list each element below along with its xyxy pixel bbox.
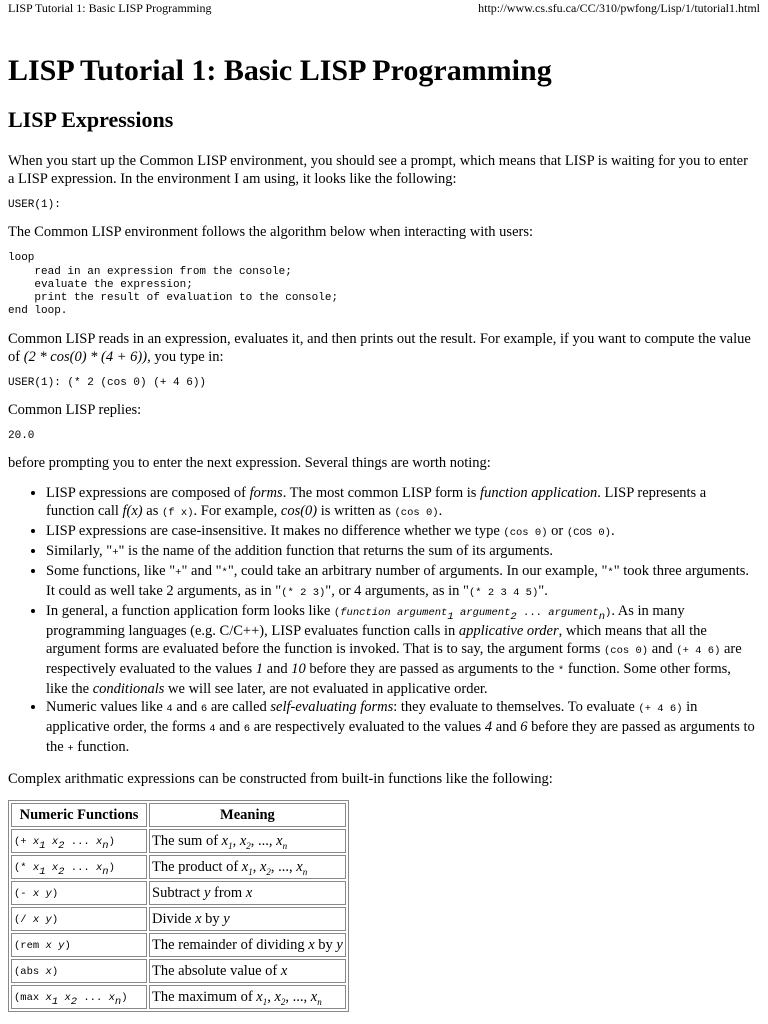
input-code: USER(1): (* 2 (cos 0) (+ 4 6))	[8, 376, 207, 389]
example-paragraph	[8, 330, 756, 366]
table-row	[11, 959, 346, 983]
notes-list	[8, 484, 756, 758]
example-expression: (2 * cos(0) * (4 + 6))	[23, 348, 148, 365]
list-item: • Numeric values like 4 and 6 are called self-evaluating forms: they evaluate to themselves. To evaluate (+ 4 6) in applicative order, the forms 4 and 6 are respectively evaluated to the values 4 and 6 before they are passed as arguments to the + function.	[46, 698, 756, 758]
meaning-cell: Subtract y from x	[149, 881, 346, 905]
function-cell: (- x y)	[11, 881, 147, 905]
list-item: • Some functions, like "+" and "*", could take an arbitrary number of arguments. In our example, "*" took three arguments. It could as well take 2 arguments, as in "(* 2 3)", or 4 arguments, as in "(* 2 3 4 5)".	[46, 562, 756, 602]
function-cell: (* $x_1$ $x_2$ ... $x_n$)	[11, 855, 147, 879]
meaning-cell: The sum of $x_1$, $x_2$, ..., $x_n$	[149, 829, 346, 853]
example-text-b: , you type in:	[147, 348, 224, 365]
meaning-cell: Divide x by y	[149, 907, 346, 931]
table-row	[11, 829, 346, 853]
header-url: http://www.cs.sfu.ca/CC/310/pwfong/Lisp/1/tutorial1.html	[478, 1, 760, 15]
page-title: LISP Tutorial 1: Basic LISP Programming	[8, 54, 552, 87]
list-item: • LISP expressions are case-insensitive. It makes no difference whether we type (cos 0) or (COS 0).	[46, 522, 756, 542]
numeric-functions-table	[8, 800, 349, 1012]
column-header-meaning: Meaning	[149, 803, 346, 827]
table-row	[11, 985, 346, 1009]
function-cell: (/ x y)	[11, 907, 147, 931]
table-header-row	[11, 803, 346, 827]
list-item: • LISP expressions are composed of forms. The most common LISP form is function application. LISP represents a function call f(x) as (f x). For example, cos(0) is written as (cos 0).	[46, 484, 756, 522]
table-row	[11, 933, 346, 957]
reply-code: 20.0	[8, 430, 35, 443]
meaning-cell: The maximum of $x_1$, $x_2$, ..., $x_n$	[149, 985, 346, 1009]
function-cell: (abs x)	[11, 959, 147, 983]
example-text-a: Common LISP reads in an expression, evaluates it, and then prints out the result. For example, if you want to compute the value of	[8, 330, 751, 365]
document-body	[8, 53, 756, 1012]
function-cell: (rem x y)	[11, 933, 147, 957]
running-header	[8, 0, 760, 16]
table-row	[11, 855, 346, 879]
list-item: • In general, a function application form looks like (function argument$_1$ argument$_2$ ... argument$_n$). As in many programming languages (e.g. C/C++), LISP evaluates function calls in applicative order, which means that all the argument forms are evaluated before the function is invoked. That is to say, the argument forms (cos 0) and (+ 4 6) are respectively evaluated to the values 1 and 10 before they are passed as arguments to the * function. Some other forms, like the conditionals we will see later, are not evaluated in applicative order.	[46, 602, 756, 698]
section-heading: LISP Expressions	[8, 107, 174, 132]
meaning-cell: The absolute value of x	[149, 959, 346, 983]
noting-paragraph: before prompting you to enter the next expression. Several things are worth noting:	[8, 455, 491, 472]
algorithm-code: loop read in an expression from the console; evaluate the expression; print the result of evaluation to the console; end loop.	[8, 252, 339, 318]
algorithm-intro: The Common LISP environment follows the algorithm below when interacting with users:	[8, 224, 534, 241]
table-row	[11, 881, 346, 905]
table-row	[11, 907, 346, 931]
meaning-cell: The remainder of dividing x by y	[149, 933, 346, 957]
function-cell: (max $x_1$ $x_2$ ... $x_n$)	[11, 985, 147, 1009]
column-header-functions: Numeric Functions	[11, 803, 147, 827]
list-item: • Similarly, "+" is the name of the addition function that returns the sum of its arguments.	[46, 542, 756, 562]
function-cell: (+ $x_1$ $x_2$ ... $x_n$)	[11, 829, 147, 853]
intro-paragraph: When you start up the Common LISP environment, you should see a prompt, which means that LISP is waiting for you to enter a LISP expression. In the environment I am using, it looks like the following:	[8, 153, 748, 187]
prompt-code: USER(1):	[8, 199, 61, 211]
replies-paragraph: Common LISP replies:	[8, 402, 142, 419]
header-page-title: LISP Tutorial 1: Basic LISP Programming	[8, 1, 212, 15]
complex-paragraph: Complex arithmatic expressions can be constructed from built-in functions like the following:	[8, 771, 553, 788]
meaning-cell: The product of $x_1$, $x_2$, ..., $x_n$	[149, 855, 346, 879]
